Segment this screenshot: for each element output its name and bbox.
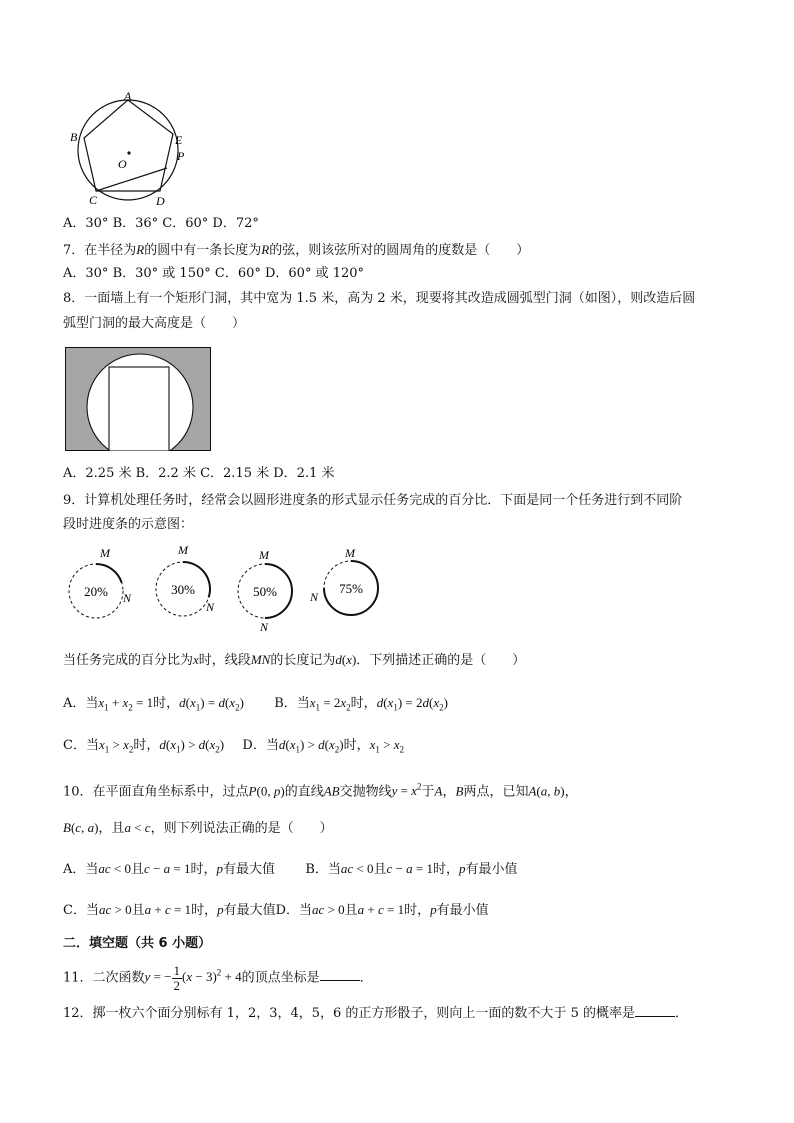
q9-options-ab <box>63 695 448 716</box>
q9-pct-4: 75% <box>339 581 363 596</box>
section2-title: 二．填空题（共 6 小题） <box>63 936 212 951</box>
q6-circle <box>78 100 178 200</box>
q6-label-b: B <box>70 130 78 144</box>
q10-stem-line2: B(c, a)，且a < c，则下列说法正确的是（ ） <box>63 820 333 836</box>
q9-progress-3 <box>238 548 292 634</box>
q9-progress-4 <box>309 546 378 615</box>
q7-options: A．30° B．30° 或 150° C．60° D．60° 或 120° <box>63 266 365 281</box>
q8-stem-line1: 8．一面墙上有一个矩形门洞，其中宽为 1.5 米，高为 2 米，现要将其改造成圆弧型门洞（如图），则改造后圆 <box>63 291 696 306</box>
q12-answer-blank[interactable] <box>635 1004 675 1017</box>
q11-stem: 11．二次函数y = − $\frac{1}{2}$ $(x - 3)^2 + 4$的顶点坐标是 ． <box>63 962 373 993</box>
q10-stem-line1: 10．在平面直角坐标系中，过点P(0, p)的直线AB交抛物线$y = x^2$于A，B两点，已知A(a, b)， <box>63 782 578 800</box>
q9-progress-2 <box>156 543 215 616</box>
q10-options-cd <box>63 902 489 919</box>
q9-progress-figure <box>60 543 400 635</box>
q6-pentagon <box>84 100 173 191</box>
q9-pct-1: 20% <box>84 584 108 599</box>
q6-options: A．30° B．36° C．60° D．72° <box>63 216 259 231</box>
q9-option-a: A．当$x_1 + x_2 = 1$时，$d(x_1) = d(x_2)$ <box>63 695 244 713</box>
q9-option-c: C．当$x_1 > x_2$时，$d(x_1) > d(x_2)$ <box>63 737 225 755</box>
q9-n-3: N <box>260 620 269 634</box>
q12-stem: 12．掷一枚六个面分别标有 1，2，3，4，5，6 的正方形骰子，则向上一面的数不大于 5 的概率是 ． <box>63 1006 688 1021</box>
q6-center-dot <box>127 151 130 154</box>
q9-m-4: M <box>345 546 355 560</box>
q9-arc-1 <box>96 564 122 583</box>
q9-m-3: M <box>259 548 269 562</box>
q8-stem-line2: 弧型门洞的最大高度是（ ） <box>63 316 246 331</box>
q9-stem-line1: 9．计算机处理任务时，经常会以圆形进度条的形式显示任务完成的百分比．下面是同一个任务进行到不同阶 <box>63 493 683 508</box>
q9-stem-line2: 段时进度条的示意图： <box>63 517 194 532</box>
q10-option-c: C．当ac > 0且a + c = 1时，p有最大值 <box>63 902 276 918</box>
q11-answer-blank[interactable] <box>320 968 360 981</box>
q6-chord-cp <box>96 168 167 191</box>
q9-n-4: N <box>310 590 319 604</box>
q6-label-c: C <box>89 193 98 207</box>
q6-pentagon-figure <box>62 88 202 214</box>
q6-label-a: A <box>124 89 132 103</box>
q9-option-b: B．当$x_1 = 2x_2$时，$d(x_1) = 2d(x_2)$ <box>274 695 448 713</box>
q6-label-d: D <box>156 194 165 208</box>
q9-m-1: M <box>100 546 110 560</box>
q10-option-a: A．当ac < 0且c − a = 1时，p有最大值 <box>63 861 276 877</box>
q10-option-b: B．当ac < 0且c − a = 1时，p有最小值 <box>305 861 518 877</box>
q7-stem: 7．在半径为R的圆中有一条长度为R的弦，则该弦所对的圆周角的度数是（ ） <box>63 242 530 258</box>
q9-m-2: M <box>178 543 188 557</box>
q9-n-1: N <box>123 591 132 605</box>
q6-label-p: P <box>177 149 185 163</box>
q9-question: 当任务完成的百分比为x时，线段MN的长度记为d(x)．下列描述正确的是（ ） <box>63 652 526 668</box>
q6-label-e: E <box>175 133 183 147</box>
q8-door-figure <box>65 347 212 452</box>
q9-pct-3: 50% <box>253 584 277 599</box>
q9-pct-2: 30% <box>171 582 195 597</box>
q9-options-cd <box>63 737 404 758</box>
q10-options-ab <box>63 861 518 878</box>
q10-option-d: D．当ac > 0且a + c = 1时，p有最小值 <box>275 902 489 918</box>
q8-door-rect <box>109 367 169 451</box>
q9-option-d: D．当$d(x_1) > d(x_2)$时，$x_1 > x_2$ <box>242 737 405 755</box>
q8-options: A．2.25 米 B．2.2 米 C．2.15 米 D．2.1 米 <box>63 466 335 481</box>
q6-label-o: O <box>118 157 127 171</box>
q8-wall-below <box>66 451 211 452</box>
q9-n-2: N <box>206 600 215 614</box>
q9-progress-1 <box>69 546 132 618</box>
